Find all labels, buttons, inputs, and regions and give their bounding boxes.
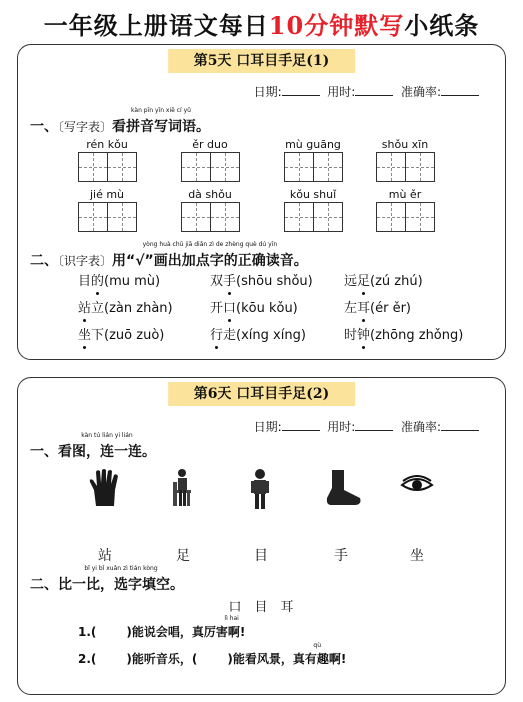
read-item bbox=[344, 270, 423, 289]
read-char: 左 bbox=[344, 301, 358, 316]
read-char: 走 bbox=[223, 328, 237, 343]
eye-icon bbox=[400, 475, 434, 495]
fill-text-label: )能看风景，真有趣啊! bbox=[227, 652, 347, 666]
write-box[interactable] bbox=[284, 202, 314, 232]
match-word[interactable]: 足 bbox=[176, 548, 190, 564]
read-options[interactable]: (mu mù) bbox=[104, 274, 161, 289]
read-item bbox=[210, 297, 298, 316]
day5-banner: 第5天 口耳目手足(1) bbox=[168, 49, 356, 73]
sec-num: 一、 bbox=[30, 444, 58, 460]
pinyin-group bbox=[360, 138, 450, 182]
fill-num: 1.( bbox=[78, 625, 97, 639]
fill-text-label: )能说会唱，真厉害啊! bbox=[126, 625, 246, 639]
read-item bbox=[78, 270, 160, 289]
sec-title-pinyin: kàn pīn yīn xiě cí yǔ bbox=[131, 107, 191, 114]
read-options[interactable]: (kōu kǒu) bbox=[236, 301, 298, 316]
date-blank[interactable] bbox=[282, 83, 320, 96]
fill-text-label: )能听音乐，( bbox=[126, 652, 198, 666]
accuracy-blank[interactable] bbox=[441, 418, 479, 431]
write-box[interactable] bbox=[314, 202, 343, 232]
read-options[interactable]: (zú zhú) bbox=[370, 274, 423, 289]
pinyin-group bbox=[268, 138, 358, 182]
date-blank[interactable] bbox=[282, 418, 320, 431]
sec-title-pinyin: yòng huà chū jiā diǎn zì de zhèng què dú yīn bbox=[142, 241, 278, 248]
sec-title-pinyin: kàn tú lián yi lián bbox=[81, 432, 133, 439]
read-char: 足 bbox=[357, 270, 370, 289]
day5-sec1-title bbox=[30, 107, 211, 136]
read-word bbox=[78, 301, 104, 316]
fill-pinyin: qù bbox=[313, 642, 322, 649]
write-box[interactable] bbox=[108, 152, 137, 182]
pinyin-label: mù guāng bbox=[285, 138, 341, 151]
read-word bbox=[78, 328, 104, 343]
match-word[interactable]: 目 bbox=[254, 548, 268, 564]
read-word bbox=[344, 274, 370, 289]
sec-title-text bbox=[58, 565, 184, 594]
choice-char: 口 bbox=[228, 600, 243, 615]
write-box[interactable] bbox=[406, 202, 435, 232]
date-label: 日期: bbox=[253, 420, 282, 434]
read-options[interactable]: (shōu shǒu) bbox=[236, 274, 313, 289]
read-item bbox=[210, 324, 306, 343]
fill-line-1 bbox=[78, 615, 246, 640]
sec-num: 二、 bbox=[30, 577, 58, 593]
pinyin-label: kǒu shuǐ bbox=[289, 188, 337, 201]
read-char: 耳 bbox=[357, 297, 370, 316]
read-item bbox=[344, 297, 411, 316]
read-char: 坐 bbox=[78, 324, 91, 343]
read-options[interactable]: (zuō zuò) bbox=[104, 328, 165, 343]
accuracy-label: 准确率: bbox=[400, 420, 441, 434]
title-part2: 小纸条 bbox=[404, 11, 480, 40]
read-item bbox=[210, 270, 313, 289]
day6-date-row bbox=[254, 418, 479, 435]
read-item bbox=[78, 297, 173, 316]
foot-icon bbox=[322, 468, 362, 508]
date-label: 日期: bbox=[253, 85, 282, 99]
read-options[interactable]: (zàn zhàn) bbox=[104, 301, 173, 316]
pinyin-group bbox=[360, 188, 450, 232]
pinyin-label: jié mù bbox=[89, 188, 125, 201]
accuracy-blank[interactable] bbox=[441, 83, 479, 96]
read-item bbox=[344, 324, 463, 343]
write-box[interactable] bbox=[78, 202, 108, 232]
match-word[interactable]: 坐 bbox=[410, 548, 424, 564]
write-box[interactable] bbox=[406, 152, 435, 182]
sec-title-label: 看拼音写词语。 bbox=[112, 119, 211, 135]
sec-bracket: 〔识字表〕 bbox=[58, 254, 113, 268]
day6-banner: 第6天 口耳目手足(2) bbox=[168, 382, 356, 406]
write-box[interactable] bbox=[211, 202, 240, 232]
pinyin-label: shǒu xīn bbox=[381, 138, 429, 151]
accuracy-label: 准确率: bbox=[400, 85, 441, 99]
write-box[interactable] bbox=[181, 152, 211, 182]
time-blank[interactable] bbox=[355, 418, 393, 431]
title-highlight: 10分钟默写 bbox=[268, 11, 405, 40]
read-options[interactable]: (xíng xíng) bbox=[236, 328, 306, 343]
read-char: 远 bbox=[344, 274, 358, 289]
write-box[interactable] bbox=[314, 152, 343, 182]
day6-card bbox=[17, 377, 506, 695]
read-char: 立 bbox=[91, 301, 105, 316]
sec-title-pinyin: bǐ yi bǐ xuǎn zì tián kòng bbox=[84, 565, 158, 572]
read-word bbox=[210, 301, 236, 316]
match-word[interactable]: 站 bbox=[98, 548, 112, 564]
read-char: 钟 bbox=[357, 324, 370, 343]
read-word bbox=[210, 328, 236, 343]
time-label: 用时: bbox=[327, 85, 356, 99]
time-blank[interactable] bbox=[355, 83, 393, 96]
read-word bbox=[344, 328, 370, 343]
read-word bbox=[344, 301, 370, 316]
pinyin-group bbox=[62, 188, 152, 232]
write-box[interactable] bbox=[181, 202, 211, 232]
day6-sec2-title bbox=[30, 565, 184, 594]
write-box[interactable] bbox=[78, 152, 108, 182]
sec-title-label: 用“√”画出加点字的正确读音。 bbox=[112, 253, 308, 269]
day5-sec2-title bbox=[30, 241, 308, 270]
sec-title-text bbox=[112, 107, 211, 136]
fill-text bbox=[126, 615, 246, 640]
sec-bracket: 〔写字表〕 bbox=[58, 120, 113, 134]
pinyin-group bbox=[268, 188, 358, 232]
sitting-person-icon bbox=[168, 468, 198, 508]
read-char: 双 bbox=[210, 274, 224, 289]
pinyin-group bbox=[62, 138, 152, 182]
read-char: 手 bbox=[223, 270, 236, 289]
read-word bbox=[78, 274, 104, 289]
title-part1: 一年级上册语文每日 bbox=[43, 11, 269, 40]
page-title bbox=[0, 6, 523, 41]
read-char: 下 bbox=[91, 328, 105, 343]
read-char: 目 bbox=[78, 274, 92, 289]
time-label: 用时: bbox=[327, 420, 356, 434]
day6-sec1-title bbox=[30, 432, 156, 461]
sec-title-text bbox=[58, 432, 156, 461]
fill-text bbox=[227, 642, 347, 667]
choice-char: 耳 bbox=[280, 600, 295, 615]
standing-person-icon bbox=[248, 468, 272, 510]
pinyin-label: dà shǒu bbox=[188, 188, 232, 201]
read-char: 时 bbox=[344, 328, 358, 343]
pinyin-group bbox=[165, 138, 255, 182]
read-char: 口 bbox=[223, 297, 236, 316]
read-char: 开 bbox=[210, 301, 224, 316]
fill-pinyin: lì hai bbox=[224, 615, 239, 622]
read-item bbox=[78, 324, 164, 343]
read-char: 行 bbox=[210, 324, 223, 343]
read-char: 的 bbox=[91, 270, 104, 289]
choice-characters bbox=[0, 596, 523, 615]
read-options[interactable]: (ér ěr) bbox=[370, 301, 411, 316]
read-char: 站 bbox=[78, 297, 91, 316]
fill-line-2 bbox=[78, 642, 347, 667]
read-word bbox=[210, 274, 236, 289]
sec-num: 一、 bbox=[30, 119, 58, 135]
pinyin-label: ěr duo bbox=[192, 138, 228, 151]
pinyin-label: rén kǒu bbox=[86, 138, 128, 151]
fill-num: 2.( bbox=[78, 652, 97, 666]
choice-char: 目 bbox=[254, 600, 269, 615]
sec-title-text bbox=[112, 241, 308, 270]
write-box[interactable] bbox=[108, 202, 137, 232]
write-box[interactable] bbox=[284, 152, 314, 182]
sec-title-label: 看图，连一连。 bbox=[58, 444, 156, 460]
write-box[interactable] bbox=[376, 202, 406, 232]
day5-date-row bbox=[254, 83, 479, 100]
hand-icon bbox=[88, 468, 124, 508]
sec-title-label: 比一比，选字填空。 bbox=[58, 577, 184, 593]
write-box[interactable] bbox=[211, 152, 240, 182]
pinyin-label: mù ěr bbox=[388, 188, 422, 201]
write-box[interactable] bbox=[376, 152, 406, 182]
pinyin-group bbox=[165, 188, 255, 232]
sec-num: 二、 bbox=[30, 253, 58, 269]
match-word[interactable]: 手 bbox=[334, 548, 348, 564]
read-options[interactable]: (zhōng zhǒng) bbox=[370, 328, 464, 343]
